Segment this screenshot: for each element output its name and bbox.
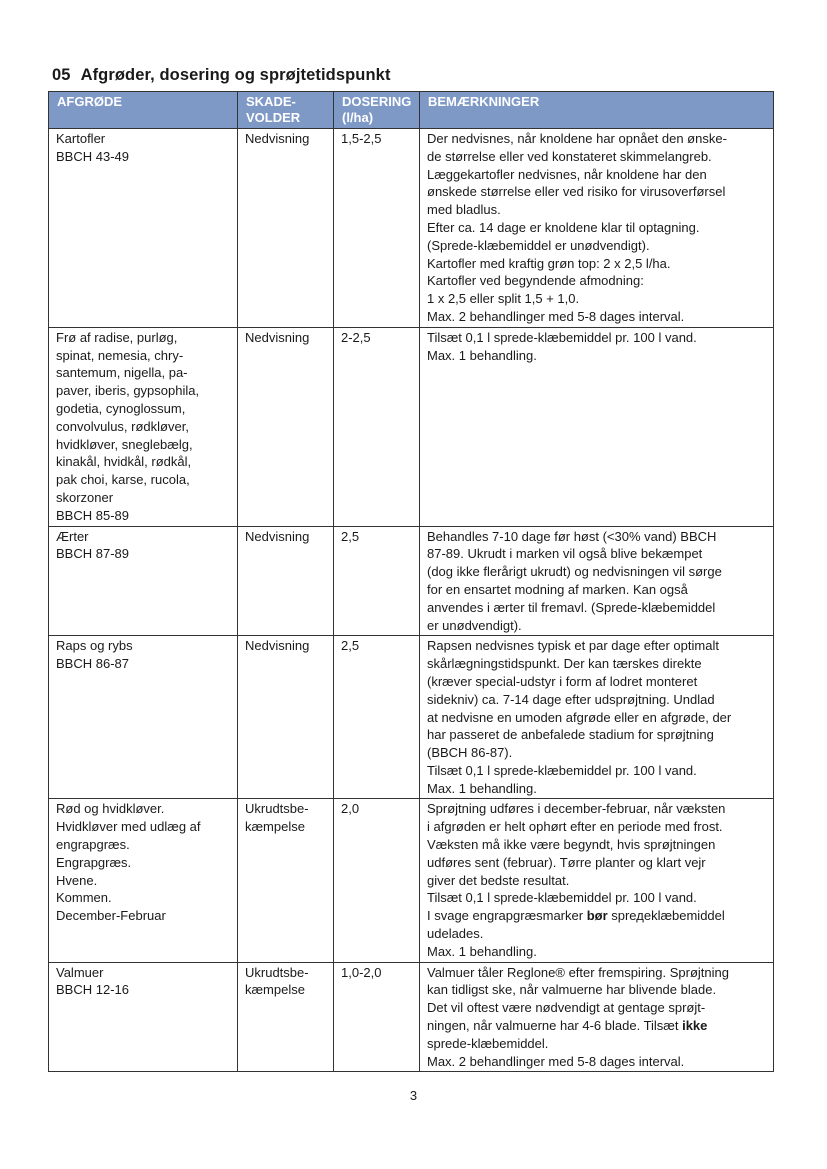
cell-line: Hvidkløver med udlæg af [56, 819, 201, 835]
cell-line: Max. 1 behandling. [427, 347, 537, 363]
header-afgroede [49, 92, 238, 129]
cell-line: 2-2,5 [341, 329, 371, 345]
cell-line: sidekniv) ca. 7-14 dage efter udsprøjtning. Undlad [427, 691, 715, 707]
cell-line: Max. 2 behandlinger med 5-8 dages interval. [427, 1053, 685, 1069]
cell-line: BBCH 12-16 [56, 982, 129, 998]
cell-line: har passeret de anbefalede stadium for sprøjtning [427, 727, 714, 743]
cell-line: BBCH 43-49 [56, 148, 129, 164]
table-row [49, 526, 774, 636]
cell-afgroede [49, 129, 238, 328]
cell-line: Kartofler med kraftig grøn top: 2 x 2,5 l/ha. [427, 255, 671, 271]
cell-line: kæmpelse [245, 819, 305, 835]
cell-dosering [334, 129, 420, 328]
cell-line: (BBCH 86-87). [427, 745, 513, 761]
cell-line: godetia, cynoglossum, [56, 400, 186, 416]
table-row [49, 129, 774, 328]
cell-line: Tilsæt 0,1 l spredе-klæbemiddel pr. 100 l vand. [427, 329, 697, 345]
cell-line: ønskede størrelse eller ved risiko for virusoverførsel [427, 184, 726, 200]
cell-line: Tilsæt 0,1 l spredе-klæbemiddel pr. 100 l vand. [427, 890, 697, 906]
section-number: 05 [52, 66, 71, 84]
cell-line: 87-89. Ukrudt i marken vil også blive bekæmpet [427, 546, 703, 562]
cell-line: Frø af radise, purløg, [56, 329, 178, 345]
cell-dosering [334, 327, 420, 526]
cell-line: Rød og hvidkløver. [56, 801, 165, 817]
cell-line: 2,0 [341, 801, 360, 817]
cell-line: at nedvisne en umoden afgrøde eller en afgrøde, der [427, 709, 732, 725]
cell-line: giver det bedste resultat. [427, 872, 570, 888]
cell-line: anvendes i ærter til fremavl. (Spredе-klæbemiddel [427, 599, 716, 615]
cell-bemaerkninger [420, 327, 774, 526]
cell-line: (dog ikke flerårigt ukrudt) og nedvisningen vil sørge [427, 564, 722, 580]
header-skadevolder [238, 92, 334, 129]
cell-line: Sprøjtning udføres i december-februar, når væksten [427, 801, 726, 817]
cell-line: kæmpelse [245, 982, 305, 998]
cell-line: Raps og rybs [56, 638, 133, 654]
table-row [49, 962, 774, 1072]
cell-line: Det vil oftest være nødvendigt at gentage sprøjt- [427, 1000, 706, 1016]
cell-skadevolder [238, 962, 334, 1072]
cell-line: convolvulus, rødkløver, [56, 418, 189, 434]
cell-line: Væksten må ikke være begyndt, hvis sprøjtningen [427, 837, 716, 853]
cell-line: paver, iberis, gypsophila, [56, 383, 200, 399]
cell-line: Engrapgræs. [56, 854, 132, 870]
cell-bemaerkninger [420, 962, 774, 1072]
cell-line: Kommen. [56, 890, 112, 906]
header-line: BEMÆRKNINGER [428, 94, 540, 109]
table-header-row [49, 92, 774, 129]
cell-line: kinakål, hvidkål, rødkål, [56, 454, 192, 470]
cell-line: pak choi, karse, rucola, [56, 472, 190, 488]
header-dosering [334, 92, 420, 129]
cell-line: spredе-klæbemiddel. [427, 1035, 549, 1051]
cell-dosering [334, 962, 420, 1072]
cell-line: med bladlus. [427, 202, 501, 218]
cell-skadevolder [238, 327, 334, 526]
cell-dosering [334, 636, 420, 799]
cell-line: Valmuer [56, 964, 104, 980]
cell-line: (kræver special-udstyr i form af lodret monteret [427, 673, 698, 689]
cell-line: Kartofler [56, 131, 106, 146]
cell-skadevolder [238, 799, 334, 962]
section-title: Afgrøder, dosering og sprøjtetidspunkt [80, 66, 391, 84]
cell-line: 1 x 2,5 eller split 1,5 + 1,0. [427, 291, 580, 307]
emphasis-text: ikke [682, 1018, 708, 1034]
cell-line: Tilsæt 0,1 l spredе-klæbemiddel pr. 100 l vand. [427, 762, 697, 778]
header-line: VOLDER [246, 110, 301, 125]
emphasis-text: bør [586, 908, 608, 924]
cell-line: engrapgræs. [56, 837, 130, 853]
cell-line: Nedvisning [245, 131, 310, 146]
cell-line: i afgrøden er helt ophørt efter en periode med frost. [427, 819, 723, 835]
cell-line: 2,5 [341, 528, 360, 544]
cell-afgroede [49, 636, 238, 799]
cell-line: Hvene. [56, 872, 98, 888]
cell-dosering [334, 799, 420, 962]
cell-line: Behandles 7-10 dage før høst (<30% vand) BBCH [427, 528, 717, 544]
cell-dosering [334, 526, 420, 636]
cell-line: Rapsen nedvisnes typisk et par dage efter optimalt [427, 638, 719, 654]
cell-line: Kartofler ved begyndende afmodning: [427, 273, 644, 289]
cell-line: Der nedvisnes, når knoldene har opnået den ønske- [427, 131, 727, 146]
table-row [49, 327, 774, 526]
header-line: AFGRØDE [57, 94, 122, 109]
cell-line: er unødvendigt). [427, 617, 522, 633]
cell-afgroede [49, 799, 238, 962]
cell-line: Valmuer tåler Reglone® efter fremspiring. Sprøjtning [427, 964, 729, 980]
cell-line: Ukrudtsbe- [245, 964, 309, 980]
cell-afgroede [49, 327, 238, 526]
cell-afgroede [49, 962, 238, 1072]
cell-afgroede [49, 526, 238, 636]
cell-line: skårlægningstidspunkt. Der kan tærskes direkte [427, 656, 702, 672]
cell-line: skorzoner [56, 489, 114, 505]
cell-skadevolder [238, 526, 334, 636]
table-row [49, 799, 774, 962]
cell-line: ningen, når valmuerne har 4-6 blade. Tilsæt ikke [427, 1018, 708, 1034]
cell-line: Ukrudtsbe- [245, 801, 309, 817]
cell-bemaerkninger [420, 129, 774, 328]
cell-line: for en ensartet modning af marken. Kan også [427, 581, 688, 597]
cell-skadevolder [238, 636, 334, 799]
cell-line: de størrelse eller ved konstateret skimmelangreb. [427, 148, 712, 164]
cell-line: Max. 2 behandlinger med 5-8 dages interval. [427, 308, 685, 324]
cell-line: BBCH 87-89 [56, 546, 129, 562]
cell-line: Nedvisning [245, 528, 310, 544]
cell-skadevolder [238, 129, 334, 328]
cell-line: Max. 1 behandling. [427, 780, 537, 796]
cell-line: 1,0-2,0 [341, 964, 382, 980]
section-heading [52, 66, 391, 85]
cell-line: Max. 1 behandling. [427, 943, 537, 959]
cell-line: BBCH 86-87 [56, 656, 129, 672]
cell-line: hvidkløver, sneglebælg, [56, 436, 193, 452]
cell-line: Læggekartofler nedvisnes, når knoldene har den [427, 166, 707, 182]
cell-line: Nedvisning [245, 638, 310, 654]
cell-line: udføres sent (februar). Tørre planter og klart vejr [427, 854, 706, 870]
header-line: DOSERING [342, 94, 412, 109]
header-line: (l/ha) [342, 110, 374, 125]
cell-line: Efter ca. 14 dage er knoldene klar til optagning. [427, 219, 700, 235]
cell-line: spinat, nemesia, chry- [56, 347, 184, 363]
cell-line: December-Februar [56, 908, 166, 924]
cell-line: BBCH 85-89 [56, 507, 129, 523]
cell-bemaerkninger [420, 799, 774, 962]
page-number: 3 [409, 1088, 418, 1103]
cell-line: I svage engrapgræsmarker bør sprедeklæbemiddel [427, 908, 725, 924]
cell-line: Ærter [56, 528, 89, 544]
cell-line: santemum, nigella, pa- [56, 365, 188, 381]
dosage-table [48, 91, 774, 1072]
cell-bemaerkninger [420, 526, 774, 636]
table-body [49, 129, 774, 1072]
header-bemaerkninger [420, 92, 774, 129]
cell-line: 2,5 [341, 638, 360, 654]
cell-line: 1,5-2,5 [341, 131, 382, 146]
cell-line: Nedvisning [245, 329, 310, 345]
cell-line: (Spredе-klæbemiddel er unødvendigt). [427, 237, 650, 253]
cell-bemaerkninger [420, 636, 774, 799]
cell-line: kan tidligst ske, når valmuerne har blivende blade. [427, 982, 717, 998]
table-row [49, 636, 774, 799]
header-line: SKADE- [246, 94, 296, 109]
cell-line: udelades. [427, 926, 484, 942]
